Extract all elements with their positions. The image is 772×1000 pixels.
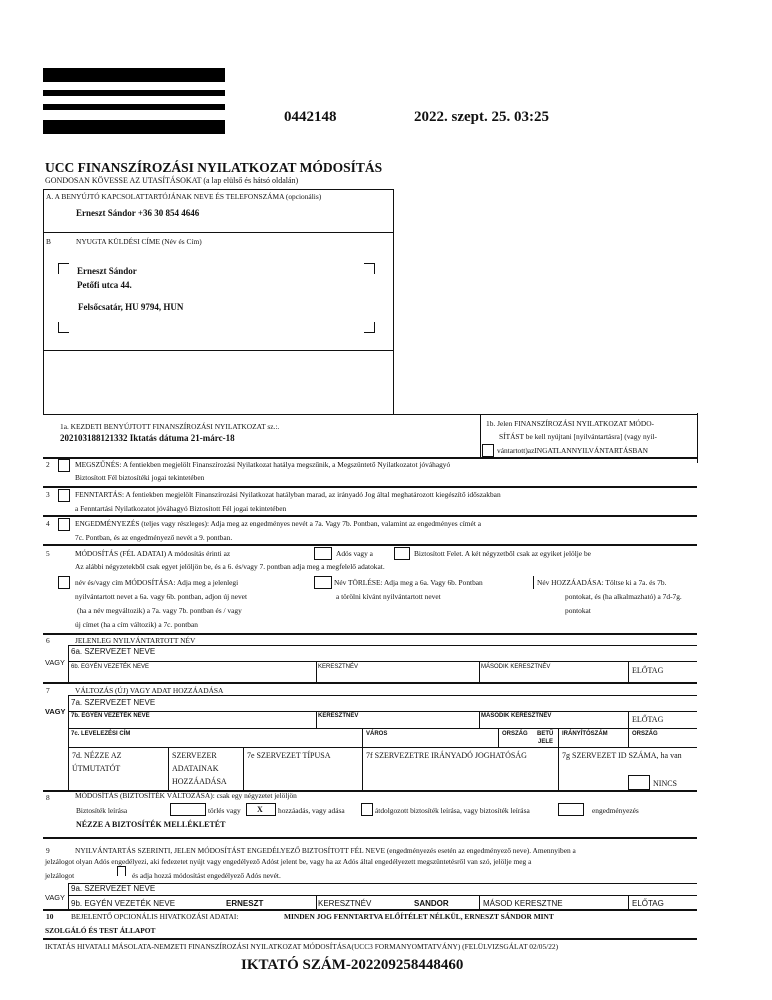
item-8-restated: átdolgozott biztosíték leírása, vagy biztosíték leírása — [375, 806, 530, 815]
collateral-box[interactable] — [170, 803, 206, 816]
item-6-first[interactable]: KERESZTNÉV — [318, 664, 359, 670]
item-1b-line2: SÍTÁST be kell nyújtani [nyilvántartásra] (vagy nyil- — [499, 432, 657, 441]
filing-number: 0442148 — [284, 109, 337, 125]
item-10-value2[interactable]: SZOLGÁLÓ ÉS TEST ÁLLAPOT — [45, 926, 156, 935]
item-5-number: 5 — [46, 549, 50, 558]
item-1b-line3: vántartott)azINGATLANNYILVÁNTARTÁSBAN — [497, 446, 648, 455]
item-10-number: 10 — [46, 912, 54, 921]
change-text: (ha a név megváltozik) a 7a. vagy 7b. pontban és / vagy — [77, 606, 242, 615]
item-7-org-data3: HOZZÁADÁSA — [172, 777, 227, 786]
item-7-number: 7 — [46, 686, 50, 695]
item-7-org-type[interactable]: 7e SZERVEZET TÍPUSA — [247, 751, 331, 760]
add-text: Név HOZZÁADÁSA: Töltse ki a 7a. és 7b. — [537, 578, 667, 587]
item-5-secured: Biztosított Felet. A két négyzetből csak az egyiket jelölje be — [414, 549, 591, 558]
item-7-country[interactable]: ORSZÁG — [502, 731, 528, 737]
item-4-checkbox[interactable] — [58, 518, 70, 531]
add-collateral-checkbox[interactable] — [361, 803, 373, 816]
item-5-debtor: Adós vagy a — [336, 549, 373, 558]
item-7-see2: ÚTMUTATÓT — [72, 764, 121, 773]
change-text: új címet (ha a cím változik) a 7c. pontban — [75, 620, 198, 629]
item-6-title: JELENLEG NYILVÁNTARTOTT NÉV — [75, 636, 196, 645]
item-8-title: MÓDOSÍTÁS (BIZTOSÍTÉK VÁLTOZÁSA): csak egy négyzetet jelöljön — [75, 791, 297, 800]
item-7-vagy: VAGY — [45, 707, 66, 716]
item-6-vagy: VAGY — [45, 658, 65, 667]
item-9-line1: NYILVÁNTARTÁS SZERINTI, JELEN MÓDOSÍTÁST ENGEDÉLYEZŐ BIZTOSÍTOTT FÉL NEVE (engedményezés esetén az engedményező neve). Amennyiben a — [75, 846, 576, 855]
redaction-bar — [43, 90, 225, 96]
filing-id: IKTATÓ SZÁM-202209258448460 — [241, 957, 464, 973]
item-9-surname: 9b. EGYÉN VEZETÉK NEVE — [71, 899, 176, 908]
redaction-bar — [43, 68, 225, 82]
redaction-bar — [43, 120, 225, 134]
debtor-checkbox[interactable] — [314, 547, 332, 560]
item-8-desc: Biztosíték leírása — [76, 806, 128, 815]
item-7-title: VÁLTOZÁS (ÚJ) VAGY ADAT HOZZÁADÁSA — [75, 686, 224, 695]
item-9-line3b: és adja hozzá módosítást engedélyező Adós nevét. — [132, 871, 281, 880]
item-7-first[interactable]: KERESZTNÉV — [318, 713, 359, 719]
item-5-intro: MÓDOSÍTÁS (FÉL ADATAI) A módosítás érinti az — [75, 549, 231, 558]
item-3-number: 3 — [46, 490, 50, 499]
item-7-see: 7d. NÉZZE AZ — [72, 751, 122, 760]
item-2-checkbox[interactable] — [58, 459, 70, 472]
item-6-middle[interactable]: MÁSODIK KERESZTNÉV — [481, 664, 551, 670]
footer-note: IKTATÁS HIVATALI MÁSOLATA-NEMZETI FINANSZÍROZÁSI NYILATKOZAT MÓDOSÍTÁSA(UCC3 FORMANYOMTATVÁNY) (FELÜLVIZSGÁLAT 02/05/22) — [45, 942, 559, 951]
item-2-number: 2 — [46, 460, 50, 469]
item-6-number: 6 — [46, 636, 50, 645]
item-6-surname[interactable]: 6b. EGYÉN VEZETÉK NEVE — [71, 664, 150, 670]
item-9-vagy: VAGY — [45, 893, 65, 902]
item-2-text: MEGSZŰNÉS: A fentiekben megjelölt Finanszírozási Nyilatkozat hatálya megszűnik, a Megszüntető Nyilatkozatot jóváhagyó — [75, 460, 451, 469]
form-title: UCC FINANSZÍROZÁSI NYILATKOZAT MÓDOSÍTÁS — [45, 160, 383, 175]
receipt-street[interactable]: Petőfi utca 44. — [77, 280, 132, 290]
item-10-value[interactable]: MINDEN JOG FENNTARTVA ELŐÍTÉLET NÉLKÜL, ERNESZT SÁNDOR MINT — [284, 912, 554, 921]
item-3-text2: a Fenntartási Nyilatkozatot jóváhagyó Biztosított Fél jogai tekintetében — [75, 504, 287, 513]
item-7-jurisdiction[interactable]: 7f SZERVEZETRE IRÁNYADÓ JOGHATÓSÁG — [366, 751, 527, 760]
item-7-org-id[interactable]: 7g SZERVEZET ID SZÁMA, ha van — [562, 751, 682, 760]
item-7-prefix[interactable]: ELŐTAG — [632, 715, 664, 724]
item-8-add: hozzáadás, vagy adása — [278, 806, 345, 815]
item-9-surname-value[interactable]: ERNESZT — [226, 899, 264, 908]
add-text: pontokat, és (ha alkalmazható) a 7d-7g. — [565, 592, 682, 601]
item-9-first: KERESZTNÉV — [318, 899, 372, 908]
item-6-org[interactable]: 6a. SZERVEZET NEVE — [71, 647, 156, 656]
item-6-prefix[interactable]: ELŐTAG — [632, 666, 664, 675]
item-9-first-value[interactable]: SANDOR — [414, 899, 449, 908]
item-7-org-data: SZERVEZER — [172, 751, 217, 760]
item-1a-label: 1a. KEZDETI BENYÚJTOTT FINANSZÍROZÁSI NYILATKOZAT sz.:. — [60, 422, 280, 431]
item-2-text2: Biztosított Fél biztosítéki jogai tekintetében — [75, 473, 205, 482]
item-5-line2: Az alábbi négyzetekből csak egyet jelöljön be, és a 6. és/vagy 7. pontban adja meg a megfelelő adatokat. — [75, 562, 385, 571]
delete-name-checkbox[interactable] — [314, 576, 332, 589]
item-7-org[interactable]: 7a. SZERVEZET NEVE — [71, 698, 156, 707]
item-7-none: NINCS — [653, 779, 678, 788]
item-8-assigned: engedményezés — [592, 806, 639, 815]
change-name-checkbox[interactable] — [58, 576, 70, 589]
secured-party-checkbox[interactable] — [394, 547, 410, 560]
filing-date: 2022. szept. 25. 03:25 — [414, 109, 549, 125]
delete-text: a törölni kívánt nyilvántartott nevet — [336, 592, 441, 601]
none-checkbox[interactable] — [628, 775, 650, 790]
item-7-org-data2: ADATAINAK — [172, 764, 219, 773]
item-7-zip[interactable]: IRÁNYÍTÓSZÁM — [562, 731, 608, 737]
item-4-number: 4 — [46, 519, 50, 528]
section-b-letter: B — [46, 237, 51, 246]
item-10-label: BEJELENTŐ OPCIONÁLIS HIVATKOZÁSI ADATAI: — [71, 912, 239, 921]
item-9-line2: jelzálogot olyan Adós engedélyezi, aki fedezetet nyújt vagy engedélyező Adóst jelent be, vagy ha az Adós által engedélyezett megszüntetésről van szó, jelölje meg a — [45, 857, 532, 866]
item-7-middle[interactable]: MÁSODIK KERESZTNÉV — [481, 713, 552, 719]
form-subtitle: GONDOSAN KÖVESSE AZ UTASÍTÁSOKAT (a lap elülső és hátsó oldalán) — [45, 176, 299, 185]
item-7-city[interactable]: VÁROS — [366, 731, 388, 737]
item-9-prefix[interactable]: ELŐTAG — [632, 899, 664, 908]
item-4-text2: 7c. Pontban, és az engedményező nevét a 9. pontban. — [75, 533, 233, 542]
item-3-checkbox[interactable] — [58, 489, 70, 502]
add-text: pontokat — [565, 606, 591, 615]
item-9-line3: jelzálogot — [45, 871, 75, 880]
section-a-label: A. A BENYÚJTÓ KAPCSOLATTARTÓJÁNAK NEVE ÉS TELEFONSZÁMA (opcionális) — [46, 192, 322, 201]
item-1b-line1: 1b. Jelen FINANSZÍROZÁSI NYILATKOZAT MÓDO- — [486, 419, 654, 428]
receipt-city[interactable]: Felsőcsatár, HU 9794, HUN — [78, 302, 184, 312]
item-3-text: FENNTARTÁS: A fentiekben megjelölt Finanszírozási Nyilatkozat hatályban marad, az irányadó Jog által meghatározott kiegészítő időszakban — [75, 490, 501, 499]
change-text: név és/vagy cím MÓDOSÍTÁSA: Adja meg a jelenlegi — [75, 578, 239, 587]
item-8-number: 8 — [46, 793, 50, 802]
item-9-middle[interactable]: MÁSOD KERESZTNE — [483, 899, 563, 908]
debtor-authorizing-checkbox[interactable] — [117, 866, 126, 876]
item-9-org[interactable]: 9a. SZERVEZET NEVE — [71, 884, 156, 893]
item-8-see: NÉZZE A BIZTOSÍTÉK MELLÉKLETÉT — [76, 820, 226, 829]
item-1a-value[interactable]: 202103188121332 Iktatás dátuma 21-márc-18 — [60, 433, 235, 443]
item-7-letter2: JELE — [538, 739, 554, 745]
item-1b-checkbox[interactable] — [482, 444, 494, 457]
receipt-name[interactable]: Erneszt Sándor — [77, 266, 137, 276]
item-8-delete: törlés vagy — [208, 806, 241, 815]
item-9-number: 9 — [46, 846, 50, 855]
item-7-mail[interactable]: 7c. LEVELEZÉSI CÍM — [71, 731, 131, 737]
delete-text: Név TÖRLÉSE: Adja meg a 6a. Vagy 6b. Pontban — [334, 578, 483, 587]
delete-collateral-mark: X — [257, 805, 263, 814]
change-text: nyilvántartott nevet a 6a. vagy 6b. pontban, adjon új nevet — [75, 592, 247, 601]
redaction-bar — [43, 104, 225, 110]
item-7-country2[interactable]: ORSZÁG — [632, 731, 658, 737]
section-a-value[interactable]: Erneszt Sándor +36 30 854 4646 — [76, 208, 200, 218]
item-7-letter: BETŰ — [537, 731, 554, 737]
item-4-text: ENGEDMÉNYEZÉS (teljes vagy részleges): Adja meg az engedményes nevét a 7a. Vagy 7b. Pontban, valamint az engedményes címét a — [75, 519, 482, 528]
item-7-surname[interactable]: 7b. EGYÉN VEZETÉK NEVE — [71, 713, 150, 719]
section-b-label: NYUGTA KÜLDÉSI CÍME (Név és Cím) — [76, 237, 202, 246]
restate-collateral-checkbox[interactable] — [558, 803, 584, 816]
